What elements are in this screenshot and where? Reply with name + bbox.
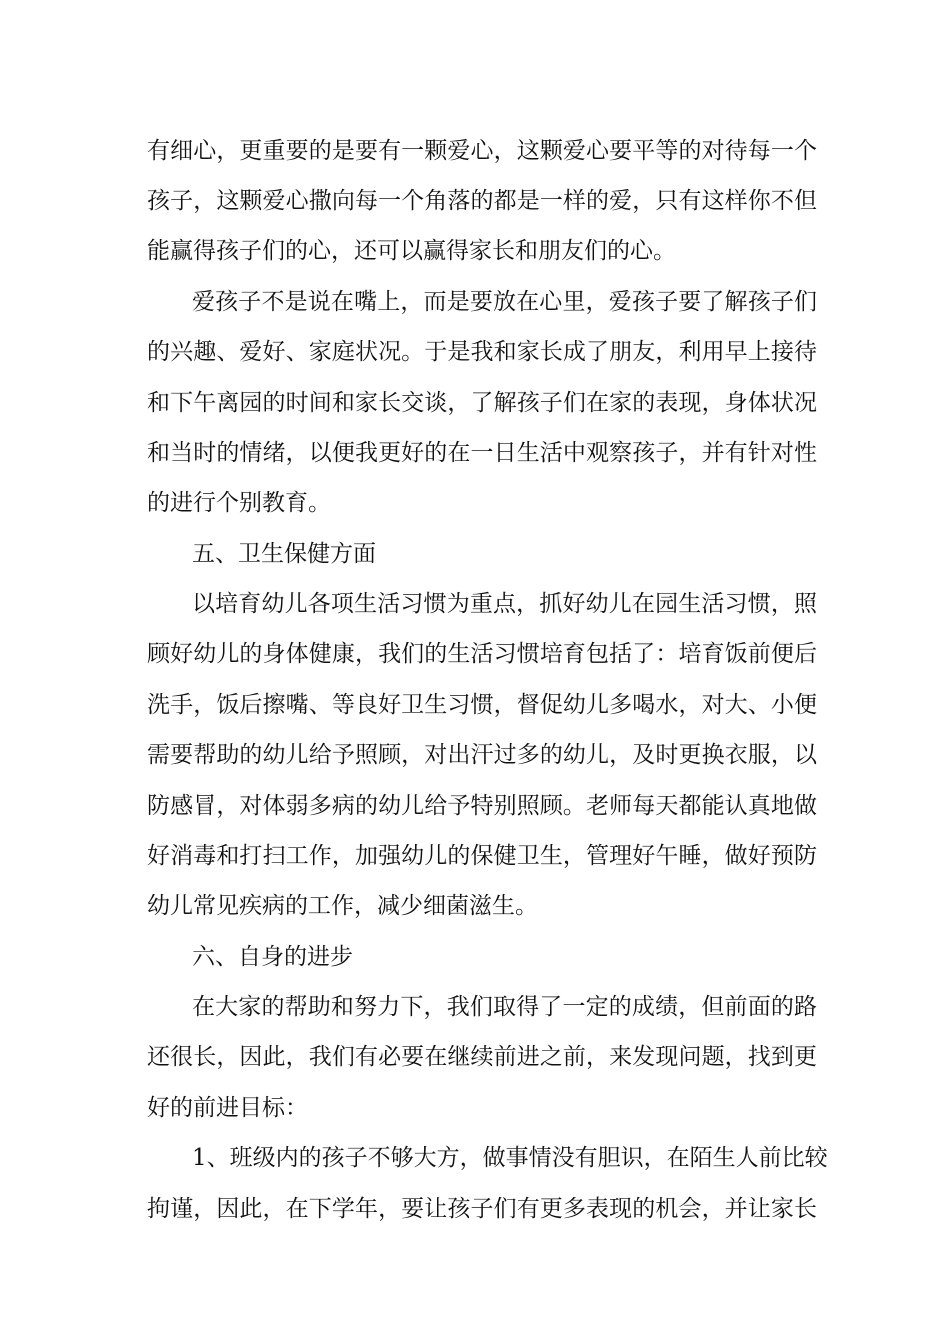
paragraph-line: 的兴趣、爱好、家庭状况。于是我和家长成了朋友，利用早上接待 [147,339,817,365]
paragraph-line: 幼儿常见疾病的工作，减少细菌滋生。 [147,893,538,919]
paragraph-line: 在大家的帮助和努力下，我们取得了一定的成绩，但前面的路 [192,994,817,1020]
section-heading: 六、自身的进步 [192,944,353,970]
paragraph-line: 洗手，饭后擦嘴、等良好卫生习惯，督促幼儿多喝水，对大、小便 [147,692,817,718]
paragraph-line: 能赢得孩子们的心，还可以赢得家长和朋友们的心。 [147,238,676,264]
paragraph-line: 有细心，更重要的是要有一颗爱心，这颗爱心要平等的对待每一个 [147,138,817,164]
paragraph-line: 还很长，因此，我们有必要在继续前进之前，来发现问题，找到更 [147,1044,817,1070]
paragraph-line: 拘谨，因此，在下学年，要让孩子们有更多表现的机会，并让家长 [147,1196,817,1222]
paragraph-line: 的进行个别教育。 [147,490,331,516]
paragraph-line: 和当时的情绪，以便我更好的在一日生活中观察孩子，并有针对性 [147,440,817,466]
paragraph-line: 顾好幼儿的身体健康，我们的生活习惯培育包括了：培育饭前便后 [147,641,817,667]
paragraph-line: 防感冒，对体弱多病的幼儿给予特别照顾。老师每天都能认真地做 [147,793,817,819]
section-heading: 五、卫生保健方面 [192,541,376,567]
paragraph-line: 好消毒和打扫工作，加强幼儿的保健卫生，管理好午睡，做好预防 [147,843,817,869]
paragraph-line: 以培育幼儿各项生活习惯为重点，抓好幼儿在园生活习惯，照 [192,591,817,617]
paragraph-line: 需要帮助的幼儿给予照顾，对出汗过多的幼儿，及时更换衣服，以 [147,742,817,768]
paragraph-line: 孩子，这颗爱心撒向每一个角落的都是一样的爱，只有这样你不但 [147,188,817,214]
paragraph-line: 和下午离园的时间和家长交谈，了解孩子们在家的表现，身体状况 [147,390,817,416]
paragraph-line: 好的前进目标： [147,1095,308,1121]
paragraph-line: 爱孩子不是说在嘴上，而是要放在心里，爱孩子要了解孩子们 [192,289,817,315]
paragraph-line: 1、班级内的孩子不够大方，做事情没有胆识，在陌生人前比较 [192,1145,828,1171]
